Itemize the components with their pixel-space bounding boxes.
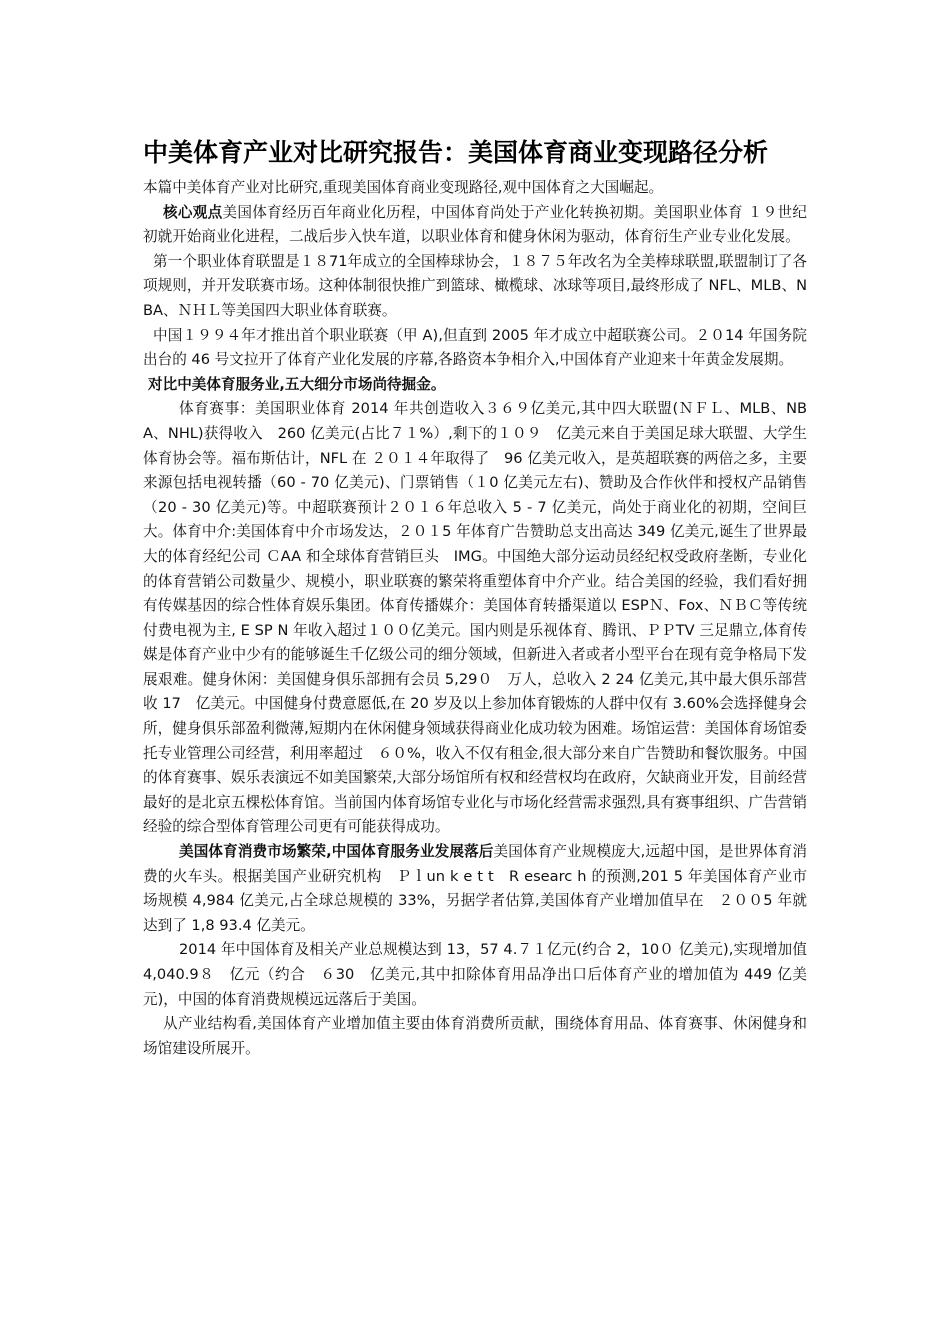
markets-paragraph: 体育赛事：美国职业体育 2014 年共创造收入３６９亿美元,其中四大联盟(ＮＦＬ、MLB、NBA、NHL)获得收入 260 亿美元(占比７１%）,剩下的１０９ 亿美元来自于美国足球大联盟、大学生体育协会等。福布斯估计，NFL 在 ２０１４年取得了 96 亿美元收入，是英超联赛的两倍之多，主要来源包括电视转播（60 - 70 亿美元)、门票销售（１0 亿美元左右)、赞助及合作伙伴和授权产品销售（20 - 30 亿美元)等。中超联赛预计２０１６年总收入 5 - 7 亿美元，尚处于商业化的初期，空间巨大。体育中介:美国体育中介市场发达，２０１5 年体育广告赞助总支出高达 349 亿美元,诞生了世界最大的体育经纪公司 ＣAA 和全球体育营销巨头 IMG。中国绝大部分运动员经纪权受政府垄断，专业化的体育营销公司数量少、规模小，职业联赛的繁荣将重塑体育中介产业。结合美国的经验，我们看好拥有传媒基因的综合性体育娱乐集团。体育传播媒介：美国体育转播渠道以 ESPＮ、Fox、ＮＢＣ等传统付费电视为主, E SP N 年收入超过１００亿美元。国内则是乐视体育、腾讯、ＰＰTV 三足鼎立,体育传媒是体育产业中少有的能够诞生千亿级公司的细分领域，但新进入者或者小型平台在现有竞争格局下发展艰难。健身休闲：美国健身俱乐部拥有会员 5,29０ 万人，总收入 2 24 亿美元,其中最大俱乐部营收 17 亿美元。中国健身付费意愿低,在 20 岁及以上参加体育锻炼的人群中仅有 3.60%会选择健身会所，健身俱乐部盈利微薄,短期内在休闲健身领域获得商业化成功较为困难。场馆运营：美国体育场馆委托专业管理公司经营，利用率超过 ６０%，收入不仅有租金,很大部分来自广告赞助和餐饮服务。中国的体育赛事、娱乐表演远不如美国繁荣,大部分场馆所有权和经营权均在政府，欠缺商业开发，目前经营最好的是北京五棵松体育馆。当前国内体育场馆专业化与市场化经营需求强烈,具有赛事组织、广告营销经验的综合型体育管理公司更有可能获得成功。 <box>143 400 807 836</box>
consumption-text: 美国体育产业规模庞大,远超中国，是世界体育消费的火车头。根据美国产业研究机构 Ｐｌun k e t t R esearc h 的预测,201 5 年美国体育产业市场规模 4,984 亿美元,占全球总规模的 33%，另据学者估算,美国体育产业增加值早在 ２００5 年就达到了 1,8 93.4 亿美元。 <box>143 843 807 934</box>
intro-paragraph: 本篇中美体育产业对比研究,重现美国体育商业变现路径,观中国体育之大国崛起。 <box>143 179 664 196</box>
document-page <box>143 136 822 1061</box>
core-view-label: 核心观点 <box>163 203 223 221</box>
comparison-heading: 对比中美体育服务业,五大细分市场尚待掘金。 <box>148 375 446 393</box>
core-view-text: 美国体育经历百年商业化历程，中国体育尚处于产业化转换初期。美国职业体育 １９世纪初就开始商业化进程，二战后步入快车道，以职业体育和健身休闲为驱动，体育衍生产业专业化发展。 <box>143 203 807 246</box>
china-league-paragraph: 中国１９９４年才推出首个职业联赛（甲 A),但直到 2005 年才成立中超联赛公司。２０14 年国务院出台的 46 号文拉开了体育产业化发展的序幕,各路资本争相介入,中国体育产业迎来十年黄金发展期。 <box>143 326 807 369</box>
structure-paragraph: 从产业结构看,美国体育产业增加值主要由体育消费所贡献，围绕体育用品、体育赛事、休闲健身和场馆建设所展开。 <box>143 1015 807 1057</box>
china-2014-paragraph: 2014 年中国体育及相关产业总规模达到 13，57 4.７１亿元(约合 2，10０ 亿美元),实现增加值 4,040.9８ 亿元（约合 ６30 亿美元,其中扣除体育用品净出口后体育产业的增加值为 449 亿美元)，中国的体育消费规模远远落后于美国。 <box>143 941 822 1008</box>
consumption-paragraph <box>143 840 807 938</box>
core-view-paragraph <box>143 201 807 250</box>
document-title: 中美体育产业对比研究报告：美国体育商业变现路径分析 <box>143 138 769 167</box>
consumption-label: 美国体育消费市场繁荣,中国体育服务业发展落后 <box>179 843 494 861</box>
league-history-paragraph: 第一个职业体育联盟是１８71年成立的全国棒球协会，１８７５年改名为全美棒球联盟,联盟制订了各项规则，并开发联赛市场。这种体制很快推广到篮球、橄榄球、冰球等项目,最终形成了 NFL、MLB、NBA、ＮＨＬ等美国四大职业体育联赛。 <box>143 252 807 319</box>
